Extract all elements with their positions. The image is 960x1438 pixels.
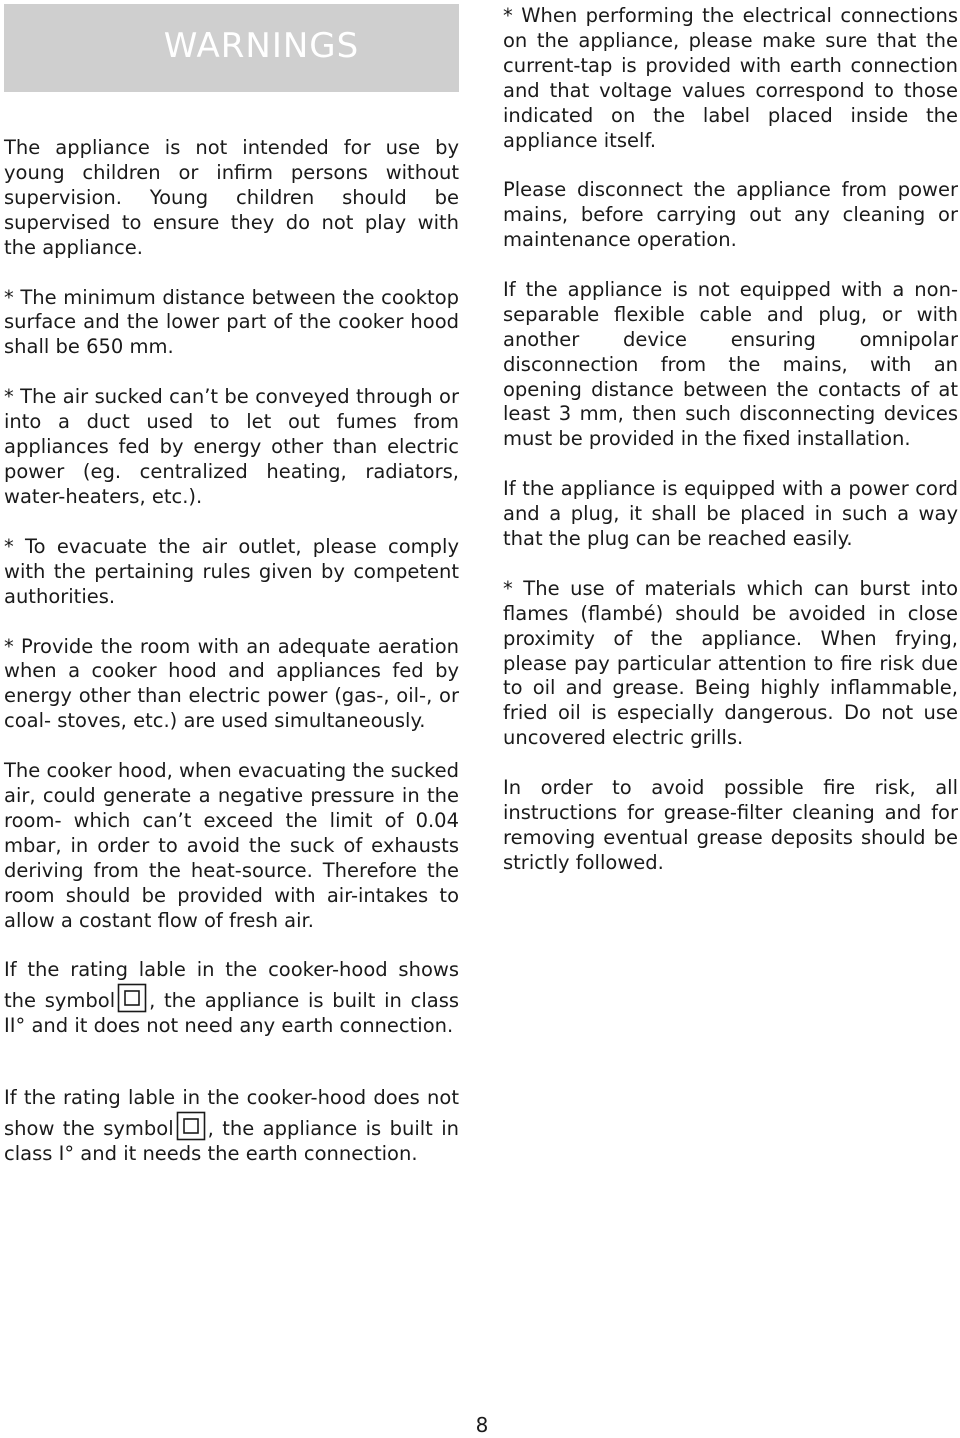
paragraph-air-outlet-rules: * To evacuate the air outlet, please comply with the pertaining rules given by competent authorities.: [4, 534, 459, 608]
right-column: [503, 4, 958, 901]
paragraph-supervision: The appliance is not intended for use by young children or infirm persons without supervision. Young children should be supervised to ensure they do not play with the appliance.: [4, 136, 459, 259]
class-i-text-start: If the rating lable in the cooker-hood does not show the symbol: [4, 1086, 459, 1141]
paragraph-electrical-connections: * When performing the electrical connections on the appliance, please make sure that the current-tap is provided with earth connection and that voltage values correspond to those indicated on the label placed inside the appliance itself.: [503, 4, 958, 152]
double-square-icon: [176, 1111, 206, 1141]
class-ii-text-end: , the appliance is built in class II° and it does not need any earth connection.: [4, 989, 460, 1038]
paragraph-fire-risk-flambe: * The use of materials which can burst into flames (flambé) should be avoided in close proximity of the appliance. When frying, please pay particular attention to fire risk due to oil and grease. Being highly inflammable, fried oil is especially dangerous. Do not use uncovered electric grills.: [503, 576, 958, 750]
paragraph-disconnect-power: Please disconnect the appliance from power mains, before carrying out any cleaning or maintenance operation.: [503, 178, 958, 252]
double-square-icon: [117, 983, 147, 1013]
class-i-text-end: , the appliance is built in class I° and it needs the earth connection.: [4, 1117, 459, 1165]
paragraph-grease-filter: In order to avoid possible fire risk, all instructions for grease-filter cleaning and for removing eventual grease deposits should be strictly followed.: [503, 776, 958, 874]
left-column: [4, 136, 459, 1192]
paragraph-power-cord: If the appliance is equipped with a power cord and a plug, it shall be placed in such a way that the plug can be reached easily.: [503, 477, 958, 550]
warnings-banner: [4, 4, 459, 92]
paragraph-aeration: * Provide the room with an adequate aeration when a cooker hood and appliances fed by energy other than electric power (gas-, oil-, or coal- stoves, etc.) are used simultaneously.: [4, 634, 459, 733]
page-number: 8: [475, 1413, 489, 1437]
paragraph-minimum-distance: * The minimum distance between the cooktop surface and the lower part of the cooker hood shall be 650 mm.: [4, 285, 459, 359]
page-title: WARNINGS: [163, 26, 360, 66]
paragraph-omnipolar-disconnection: If the appliance is not equipped with a non-separable flexible cable and plug, or with another device ensuring omnipolar disconnection from the mains, with an opening distance between the contacts of at least 3 mm, then such disconnecting devices must be provided in the fixed installation.: [503, 277, 958, 451]
paragraph-negative-pressure: The cooker hood, when evacuating the sucked air, could generate a negative pressure in the room- which can’t exceed the limit of 0.04 mbar, in order to avoid the suck of exhausts deriving from the heat-source. Therefore the room should be provided with air-intakes to allow a costant flow of fresh air.: [4, 759, 459, 932]
paragraph-duct-restriction: * The air sucked can’t be conveyed through or into a duct used to let out fumes from appliances fed by energy other than electric power (eg. centralized heating, radiators, water-heaters, etc.).: [4, 385, 459, 508]
class-ii-text-start: If the rating lable in the cooker-hood shows the symbol: [4, 958, 459, 1013]
paragraph-class-i: [4, 1086, 459, 1167]
paragraph-class-ii: [4, 958, 459, 1039]
